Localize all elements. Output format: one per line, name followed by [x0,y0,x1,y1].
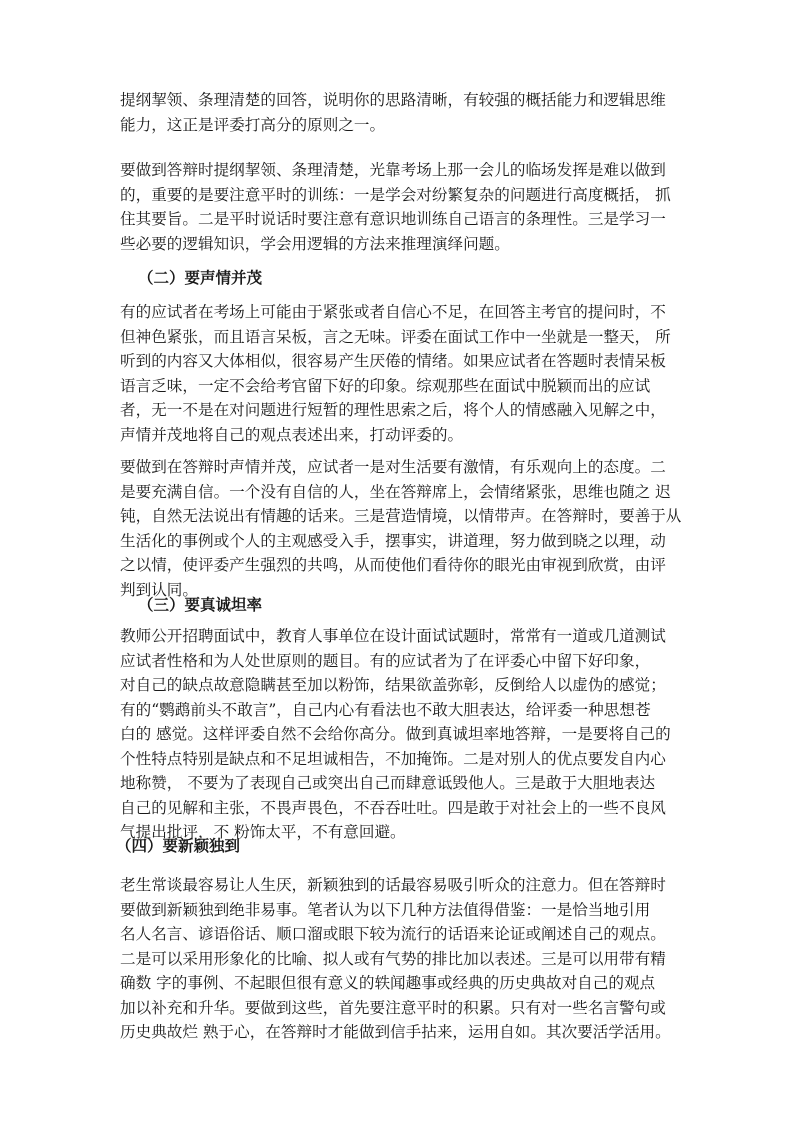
text-line: 有的“鹦鹉前头不敢言”，自己内心有看法也不敢大胆表达，给评委一种思想苍 [120,700,651,719]
text-line: 老生常谈最容易让人生厌，新颖独到的话最容易吸引听众的注意力。但在答辩时 [120,876,666,894]
text-line: 二是可以采用形象化的比喻、拟人或有气势的排比加以表述。三是可以用带有精 [120,949,666,968]
text-line: 的，重要的是要注意平时的训练：一是学会对纷繁复杂的问题进行高度概括， 抓 [120,185,671,204]
text-line: 但神色紧张，而且语言呆板，言之无味。评委在面试工作中一坐就是一整天， 所 [120,327,671,346]
text-line: 个性特点特别是缺点和不足坦诚相告，不加掩饰。二是对别人的优点要发自内心 [120,749,666,768]
text-line: 者，无一不是在对问题进行短暂的理性思索之后，将个人的情感融入见解之中， [120,401,666,419]
text-line: 住其要旨。二是平时说话时要注意有意识地训练自己语言的条理性。三是学习一 [120,210,666,228]
text-line: 要做到新颖独到绝非易事。笔者认为以下几种方法值得借鉴：一是恰当地引用 [120,900,651,919]
text-line: 语言乏味，一定不会给考官留下好的印象。综观那些在面试中脱颖而出的应试 [120,376,651,395]
text-line: 生活化的事例或个人的主观感受入手，摆事实，讲道理，努力做到晓之以理，动 [120,531,666,550]
text-line: 自己的见解和主张，不畏声畏色，不吞吞吐吐。四是敢于对社会上的一些不良风 [120,798,666,817]
text-line: 加以补充和升华。要做到这些，首先要注意平时的积累。只有对一些名言警句或 [120,998,666,1017]
section-heading-sincerity: （三）要真诚坦率 [138,596,263,614]
text-line: 之以情，使评委产生强烈的共鸣，从而使他们看待你的眼光由审视到欣赏，由评 [120,556,666,574]
paragraph-emotion-problem [120,300,688,447]
text-line: 名人名言、谚语俗话、顺口溜或眼下较为流行的话语来论证或阐述自己的观点。 [120,925,666,943]
text-line: 判到认同。 [120,580,198,599]
text-line: 要做到答辩时提纲挈领、条理清楚，光靠考场上那一会儿的临场发挥是难以做到 [120,161,666,179]
paragraph-sincerity [120,624,688,845]
text-line: 些必要的逻辑知识，学会用逻辑的方法来推理演绎问题。 [120,234,510,253]
text-line: 是要充满自信。一个没有自信的人，坐在答辩席上，会情绪紧张，思维也随之 迟 [120,482,671,501]
text-line: 对自己的缺点故意隐瞒甚至加以粉饰，结果欲盖弥彰，反倒给人以虚伪的感觉； [120,676,666,694]
text-line: 能力，这正是评委打高分的原则之一。 [120,115,386,134]
text-line: 气提出批评，不 粉饰太平，不有意回避。 [120,823,406,841]
section-heading-originality: （四）要新颖独到 [116,837,241,855]
text-line: 有的应试者在考场上可能由于紧张或者自信心不足，在回答主考官的提问时，不 [120,303,666,321]
text-line: 应试者性格和为人处世原则的题目。有的应试者为了在评委心中留下好印象， [120,651,651,670]
text-line: 提纲挈领、条理清楚的回答，说明你的思路清晰，有较强的概括能力和逻辑思维 [120,91,666,109]
paragraph-originality [120,873,688,1045]
text-line: 历史典故烂 熟于心，在答辩时才能做到信手拈来，运用自如。其次要活学活用。 [120,1023,671,1041]
text-line: 钝，自然无法说出有情趣的话来。三是营造情境，以情带声。在答辩时，要善于从 [120,507,682,525]
text-line: 声情并茂地将自己的观点表述出来，打动评委的。 [120,425,464,444]
paragraph-emotion-method [120,455,688,602]
section-heading-emotion: （二）要声情并茂 [138,269,263,287]
text-line: 确数 字的事例、不起眼但很有意义的轶闻趣事或经典的历史典故对自己的观点 [120,974,656,992]
text-line: 教师公开招聘面试中，教育人事单位在设计面试试题时，常常有一道或几道测试 [120,627,666,645]
paragraph-structured-answer [120,88,688,137]
text-line: 要做到在答辩时声情并茂，应试者一是对生活要有激情，有乐观向上的态度。二 [120,458,666,476]
text-line: 地称赞， 不要为了表现自己或突出自己而肆意诋毁他人。三是敢于大胆地表达 [120,774,656,792]
paragraph-training-method [120,158,688,256]
text-line: 听到的内容又大体相似，很容易产生厌倦的情绪。如果应试者在答题时表情呆板 [120,352,666,370]
text-line: 白的 感觉。这样评委自然不会给你高分。做到真诚坦率地答辩，一是要将自己的 [120,725,671,743]
